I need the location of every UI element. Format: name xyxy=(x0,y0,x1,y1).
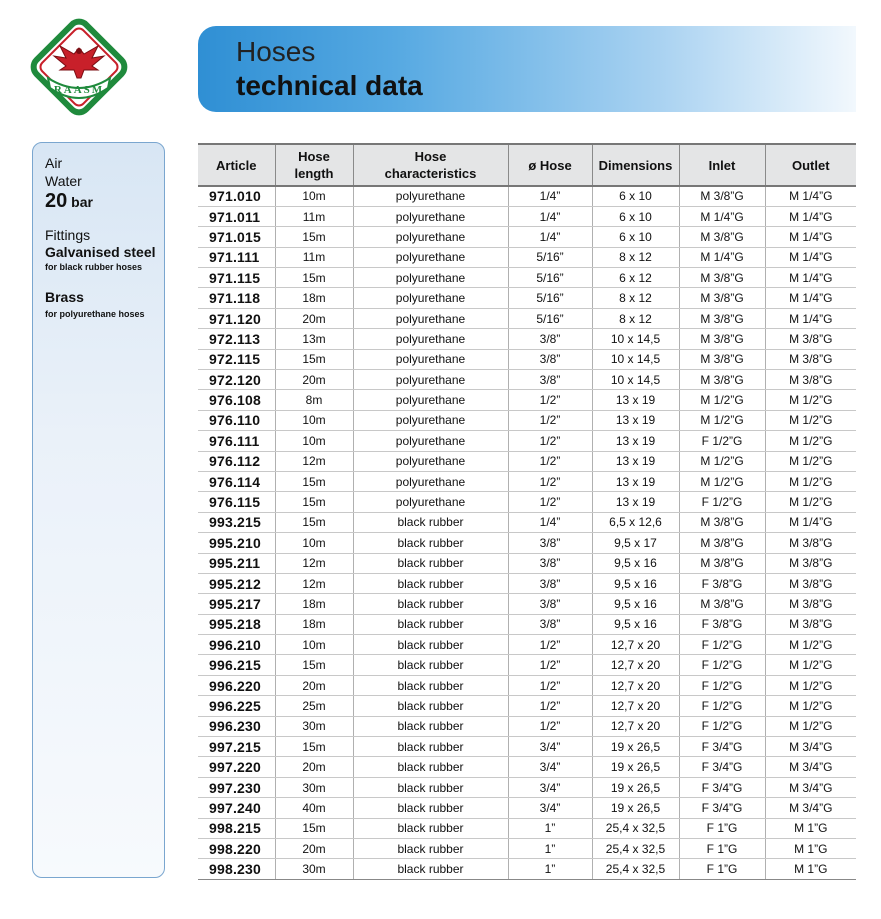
cell-article: 972.120 xyxy=(198,370,275,390)
cell-article: 972.115 xyxy=(198,349,275,369)
cell-hose-diameter: 1/2” xyxy=(508,410,592,430)
cell-inlet: F 1/2”G xyxy=(679,696,765,716)
medium-water: Water xyxy=(45,173,82,189)
cell-outlet: M 1/4”G xyxy=(765,247,856,267)
cell-hose-characteristics: black rubber xyxy=(353,533,508,553)
cell-hose-diameter: 1/4” xyxy=(508,186,592,206)
cell-inlet: M 3/8”G xyxy=(679,594,765,614)
cell-inlet: M 1/2”G xyxy=(679,410,765,430)
cell-article: 996.225 xyxy=(198,696,275,716)
fittings-label: Fittings xyxy=(45,227,91,243)
cell-hose-length: 25m xyxy=(275,696,353,716)
cell-hose-length: 15m xyxy=(275,492,353,512)
column-header-hose-length: Hose length xyxy=(275,144,353,186)
cell-dimensions: 6 x 12 xyxy=(592,268,679,288)
cell-hose-length: 15m xyxy=(275,227,353,247)
cell-hose-diameter: 3/8” xyxy=(508,533,592,553)
table-row xyxy=(198,737,856,757)
cell-hose-diameter: 3/4” xyxy=(508,798,592,818)
table-row xyxy=(198,553,856,573)
cell-dimensions: 13 x 19 xyxy=(592,492,679,512)
cell-hose-length: 18m xyxy=(275,288,353,308)
cell-hose-length: 20m xyxy=(275,757,353,777)
table-row xyxy=(198,757,856,777)
cell-hose-diameter: 3/8” xyxy=(508,370,592,390)
cell-dimensions: 10 x 14,5 xyxy=(592,349,679,369)
column-header-outlet: Outlet xyxy=(765,144,856,186)
cell-outlet: M 1”G xyxy=(765,859,856,879)
cell-hose-characteristics: black rubber xyxy=(353,777,508,797)
table-row xyxy=(198,818,856,838)
cell-inlet: F 1”G xyxy=(679,839,765,859)
table-header-row xyxy=(198,144,856,186)
cell-outlet: M 1/2”G xyxy=(765,675,856,695)
cell-hose-length: 13m xyxy=(275,329,353,349)
cell-dimensions: 8 x 12 xyxy=(592,308,679,328)
cell-hose-length: 15m xyxy=(275,349,353,369)
cell-article: 996.230 xyxy=(198,716,275,736)
cell-hose-length: 12m xyxy=(275,553,353,573)
cell-hose-length: 10m xyxy=(275,186,353,206)
hoses-technical-table xyxy=(198,143,856,880)
table-row xyxy=(198,329,856,349)
cell-article: 997.215 xyxy=(198,737,275,757)
cell-article: 971.010 xyxy=(198,186,275,206)
fitting-brass: Brass xyxy=(45,289,84,305)
cell-hose-length: 18m xyxy=(275,614,353,634)
cell-outlet: M 1/4”G xyxy=(765,206,856,226)
cell-hose-characteristics: polyurethane xyxy=(353,471,508,491)
cell-hose-characteristics: polyurethane xyxy=(353,410,508,430)
cell-hose-characteristics: polyurethane xyxy=(353,431,508,451)
cell-hose-length: 10m xyxy=(275,533,353,553)
medium-air: Air xyxy=(45,155,63,171)
table-body xyxy=(198,186,856,879)
cell-hose-characteristics: polyurethane xyxy=(353,247,508,267)
cell-hose-length: 30m xyxy=(275,716,353,736)
cell-hose-diameter: 1/2” xyxy=(508,451,592,471)
cell-hose-characteristics: black rubber xyxy=(353,737,508,757)
cell-hose-length: 20m xyxy=(275,839,353,859)
cell-outlet: M 1”G xyxy=(765,818,856,838)
cell-outlet: M 1/2”G xyxy=(765,451,856,471)
table-row xyxy=(198,308,856,328)
cell-article: 971.111 xyxy=(198,247,275,267)
cell-outlet: M 1/4”G xyxy=(765,512,856,532)
cell-hose-characteristics: black rubber xyxy=(353,655,508,675)
cell-inlet: F 1/2”G xyxy=(679,675,765,695)
cell-hose-length: 11m xyxy=(275,206,353,226)
table-row xyxy=(198,859,856,879)
cell-hose-diameter: 5/16” xyxy=(508,247,592,267)
table-row xyxy=(198,635,856,655)
page-subtitle: technical data xyxy=(236,70,423,101)
cell-outlet: M 3/8”G xyxy=(765,349,856,369)
cell-article: 976.111 xyxy=(198,431,275,451)
table-row xyxy=(198,675,856,695)
cell-article: 976.108 xyxy=(198,390,275,410)
cell-hose-characteristics: black rubber xyxy=(353,512,508,532)
cell-outlet: M 3/8”G xyxy=(765,533,856,553)
cell-article: 971.115 xyxy=(198,268,275,288)
table-row xyxy=(198,533,856,553)
cell-article: 971.015 xyxy=(198,227,275,247)
cell-hose-diameter: 1/4” xyxy=(508,227,592,247)
cell-article: 998.220 xyxy=(198,839,275,859)
cell-hose-diameter: 1/2” xyxy=(508,655,592,675)
fitting-galvanised-steel: Galvanised steel xyxy=(45,244,156,260)
cell-hose-diameter: 1/2” xyxy=(508,492,592,512)
cell-dimensions: 12,7 x 20 xyxy=(592,696,679,716)
cell-hose-length: 11m xyxy=(275,247,353,267)
cell-dimensions: 10 x 14,5 xyxy=(592,329,679,349)
cell-inlet: F 3/4”G xyxy=(679,798,765,818)
cell-inlet: M 3/8”G xyxy=(679,308,765,328)
cell-outlet: M 3/8”G xyxy=(765,370,856,390)
raasm-logo xyxy=(30,18,128,116)
cell-article: 998.215 xyxy=(198,818,275,838)
fitting-brass-note: for polyurethane hoses xyxy=(45,309,145,319)
cell-inlet: F 1/2”G xyxy=(679,716,765,736)
table-row xyxy=(198,614,856,634)
cell-article: 997.230 xyxy=(198,777,275,797)
cell-article: 995.210 xyxy=(198,533,275,553)
cell-outlet: M 1/2”G xyxy=(765,716,856,736)
cell-hose-diameter: 3/4” xyxy=(508,757,592,777)
cell-dimensions: 13 x 19 xyxy=(592,471,679,491)
cell-outlet: M 3/8”G xyxy=(765,329,856,349)
cell-inlet: M 1/2”G xyxy=(679,471,765,491)
cell-hose-length: 15m xyxy=(275,512,353,532)
cell-inlet: M 3/8”G xyxy=(679,533,765,553)
cell-outlet: M 1/2”G xyxy=(765,431,856,451)
cell-outlet: M 1/2”G xyxy=(765,635,856,655)
cell-outlet: M 3/4”G xyxy=(765,798,856,818)
cell-hose-characteristics: polyurethane xyxy=(353,268,508,288)
cell-hose-diameter: 1” xyxy=(508,839,592,859)
cell-dimensions: 13 x 19 xyxy=(592,451,679,471)
cell-hose-diameter: 3/4” xyxy=(508,777,592,797)
cell-outlet: M 1/4”G xyxy=(765,186,856,206)
cell-article: 976.112 xyxy=(198,451,275,471)
cell-dimensions: 12,7 x 20 xyxy=(592,655,679,675)
cell-inlet: M 3/8”G xyxy=(679,512,765,532)
cell-article: 971.120 xyxy=(198,308,275,328)
cell-inlet: M 3/8”G xyxy=(679,349,765,369)
cell-hose-diameter: 1/2” xyxy=(508,471,592,491)
cell-inlet: F 3/4”G xyxy=(679,757,765,777)
cell-hose-characteristics: polyurethane xyxy=(353,206,508,226)
cell-hose-characteristics: polyurethane xyxy=(353,349,508,369)
cell-hose-diameter: 3/8” xyxy=(508,349,592,369)
pressure-rating xyxy=(45,192,164,211)
cell-inlet: F 1/2”G xyxy=(679,635,765,655)
cell-dimensions: 12,7 x 20 xyxy=(592,716,679,736)
cell-hose-diameter: 1/2” xyxy=(508,696,592,716)
cell-hose-characteristics: black rubber xyxy=(353,675,508,695)
cell-hose-characteristics: polyurethane xyxy=(353,186,508,206)
cell-hose-length: 12m xyxy=(275,451,353,471)
cell-hose-length: 15m xyxy=(275,818,353,838)
cell-dimensions: 12,7 x 20 xyxy=(592,635,679,655)
cell-dimensions: 9,5 x 16 xyxy=(592,553,679,573)
cell-inlet: F 3/4”G xyxy=(679,737,765,757)
cell-hose-characteristics: black rubber xyxy=(353,798,508,818)
table-row xyxy=(198,227,856,247)
table-row xyxy=(198,716,856,736)
cell-hose-diameter: 3/4” xyxy=(508,737,592,757)
cell-outlet: M 3/4”G xyxy=(765,777,856,797)
cell-inlet: M 1/2”G xyxy=(679,451,765,471)
cell-article: 995.211 xyxy=(198,553,275,573)
cell-hose-length: 20m xyxy=(275,370,353,390)
table-row xyxy=(198,349,856,369)
cell-outlet: M 1/4”G xyxy=(765,308,856,328)
table-row xyxy=(198,512,856,532)
cell-hose-length: 10m xyxy=(275,410,353,430)
cell-article: 993.215 xyxy=(198,512,275,532)
cell-inlet: M 3/8”G xyxy=(679,288,765,308)
cell-hose-characteristics: black rubber xyxy=(353,716,508,736)
cell-hose-diameter: 3/8” xyxy=(508,614,592,634)
cell-hose-length: 30m xyxy=(275,777,353,797)
table-row xyxy=(198,594,856,614)
cell-hose-length: 15m xyxy=(275,655,353,675)
cell-hose-length: 15m xyxy=(275,268,353,288)
table-row xyxy=(198,268,856,288)
cell-inlet: M 1/2”G xyxy=(679,390,765,410)
cell-article: 995.217 xyxy=(198,594,275,614)
table-row xyxy=(198,431,856,451)
cell-outlet: M 3/4”G xyxy=(765,737,856,757)
cell-dimensions: 19 x 26,5 xyxy=(592,757,679,777)
page-title: Hoses xyxy=(236,36,316,67)
cell-dimensions: 9,5 x 16 xyxy=(592,594,679,614)
cell-inlet: M 3/8”G xyxy=(679,329,765,349)
cell-dimensions: 13 x 19 xyxy=(592,410,679,430)
cell-article: 971.011 xyxy=(198,206,275,226)
header-banner xyxy=(198,26,856,112)
cell-hose-characteristics: black rubber xyxy=(353,573,508,593)
table-row xyxy=(198,655,856,675)
cell-dimensions: 19 x 26,5 xyxy=(592,798,679,818)
cell-dimensions: 8 x 12 xyxy=(592,288,679,308)
cell-hose-length: 12m xyxy=(275,573,353,593)
raasm-logo-graphic xyxy=(30,18,128,116)
cell-article: 976.115 xyxy=(198,492,275,512)
cell-dimensions: 13 x 19 xyxy=(592,390,679,410)
cell-inlet: F 1”G xyxy=(679,859,765,879)
cell-outlet: M 1/2”G xyxy=(765,390,856,410)
cell-inlet: F 3/4”G xyxy=(679,777,765,797)
cell-dimensions: 25,4 x 32,5 xyxy=(592,859,679,879)
cell-hose-characteristics: polyurethane xyxy=(353,288,508,308)
cell-article: 995.212 xyxy=(198,573,275,593)
cell-hose-diameter: 1/2” xyxy=(508,390,592,410)
table-row xyxy=(198,390,856,410)
cell-hose-diameter: 1/4” xyxy=(508,512,592,532)
cell-article: 976.110 xyxy=(198,410,275,430)
table-row xyxy=(198,798,856,818)
cell-hose-diameter: 1” xyxy=(508,859,592,879)
cell-hose-diameter: 5/16” xyxy=(508,308,592,328)
cell-hose-characteristics: polyurethane xyxy=(353,227,508,247)
cell-hose-characteristics: black rubber xyxy=(353,553,508,573)
cell-hose-length: 15m xyxy=(275,471,353,491)
cell-inlet: M 1/4”G xyxy=(679,206,765,226)
table-row xyxy=(198,410,856,430)
cell-hose-characteristics: black rubber xyxy=(353,757,508,777)
table-row xyxy=(198,186,856,206)
cell-hose-characteristics: polyurethane xyxy=(353,451,508,471)
cell-hose-diameter: 5/16” xyxy=(508,268,592,288)
cell-dimensions: 19 x 26,5 xyxy=(592,737,679,757)
cell-article: 972.113 xyxy=(198,329,275,349)
cell-hose-length: 15m xyxy=(275,737,353,757)
cell-hose-diameter: 1” xyxy=(508,818,592,838)
table-row xyxy=(198,370,856,390)
fitting-galvanised-steel-note: for black rubber hoses xyxy=(45,262,143,272)
table-row xyxy=(198,471,856,491)
table-row xyxy=(198,247,856,267)
cell-outlet: M 1/2”G xyxy=(765,410,856,430)
cell-hose-characteristics: black rubber xyxy=(353,818,508,838)
cell-dimensions: 6 x 10 xyxy=(592,206,679,226)
cell-hose-characteristics: polyurethane xyxy=(353,370,508,390)
cell-inlet: M 3/8”G xyxy=(679,227,765,247)
column-header-hose-characteristics: Hose characteristics xyxy=(353,144,508,186)
cell-inlet: M 3/8”G xyxy=(679,370,765,390)
cell-hose-diameter: 1/2” xyxy=(508,716,592,736)
column-header-article: Article xyxy=(198,144,275,186)
cell-outlet: M 1”G xyxy=(765,839,856,859)
cell-dimensions: 19 x 26,5 xyxy=(592,777,679,797)
cell-hose-diameter: 5/16” xyxy=(508,288,592,308)
cell-hose-length: 30m xyxy=(275,859,353,879)
cell-hose-characteristics: black rubber xyxy=(353,614,508,634)
cell-outlet: M 3/8”G xyxy=(765,553,856,573)
cell-dimensions: 25,4 x 32,5 xyxy=(592,818,679,838)
cell-hose-characteristics: polyurethane xyxy=(353,308,508,328)
cell-inlet: M 3/8”G xyxy=(679,553,765,573)
cell-dimensions: 10 x 14,5 xyxy=(592,370,679,390)
cell-inlet: M 3/8”G xyxy=(679,186,765,206)
cell-outlet: M 3/4”G xyxy=(765,757,856,777)
table-row xyxy=(198,839,856,859)
cell-article: 997.220 xyxy=(198,757,275,777)
cell-inlet: F 1”G xyxy=(679,818,765,838)
cell-inlet: M 1/4”G xyxy=(679,247,765,267)
cell-inlet: F 1/2”G xyxy=(679,655,765,675)
logo-text: RAASM xyxy=(53,84,105,96)
cell-hose-diameter: 3/8” xyxy=(508,573,592,593)
info-sidebar xyxy=(32,142,165,878)
table-row xyxy=(198,696,856,716)
column-header-hose-diameter: ø Hose xyxy=(508,144,592,186)
cell-hose-characteristics: black rubber xyxy=(353,839,508,859)
cell-article: 971.118 xyxy=(198,288,275,308)
cell-hose-diameter: 3/8” xyxy=(508,553,592,573)
cell-hose-characteristics: black rubber xyxy=(353,635,508,655)
cell-article: 996.220 xyxy=(198,675,275,695)
cell-dimensions: 9,5 x 17 xyxy=(592,533,679,553)
column-header-inlet: Inlet xyxy=(679,144,765,186)
cell-hose-characteristics: polyurethane xyxy=(353,329,508,349)
cell-inlet: F 1/2”G xyxy=(679,492,765,512)
cell-inlet: F 1/2”G xyxy=(679,431,765,451)
cell-hose-length: 40m xyxy=(275,798,353,818)
pressure-unit: bar xyxy=(71,194,93,210)
cell-inlet: M 3/8”G xyxy=(679,268,765,288)
column-header-dimensions: Dimensions xyxy=(592,144,679,186)
cell-article: 995.218 xyxy=(198,614,275,634)
pressure-value: 20 xyxy=(45,190,68,212)
cell-hose-length: 10m xyxy=(275,635,353,655)
table-row xyxy=(198,777,856,797)
cell-dimensions: 12,7 x 20 xyxy=(592,675,679,695)
cell-outlet: M 3/8”G xyxy=(765,573,856,593)
cell-hose-length: 8m xyxy=(275,390,353,410)
cell-dimensions: 6 x 10 xyxy=(592,227,679,247)
table-row xyxy=(198,492,856,512)
table-row xyxy=(198,573,856,593)
cell-article: 998.230 xyxy=(198,859,275,879)
cell-dimensions: 9,5 x 16 xyxy=(592,573,679,593)
cell-hose-diameter: 1/2” xyxy=(508,675,592,695)
cell-dimensions: 9,5 x 16 xyxy=(592,614,679,634)
cell-hose-length: 20m xyxy=(275,308,353,328)
cell-inlet: F 3/8”G xyxy=(679,573,765,593)
cell-hose-characteristics: black rubber xyxy=(353,594,508,614)
table-row xyxy=(198,206,856,226)
cell-outlet: M 3/8”G xyxy=(765,594,856,614)
cell-dimensions: 8 x 12 xyxy=(592,247,679,267)
cell-outlet: M 1/2”G xyxy=(765,655,856,675)
cell-outlet: M 1/4”G xyxy=(765,288,856,308)
cell-hose-diameter: 1/2” xyxy=(508,431,592,451)
cell-dimensions: 25,4 x 32,5 xyxy=(592,839,679,859)
cell-hose-characteristics: polyurethane xyxy=(353,492,508,512)
cell-outlet: M 1/4”G xyxy=(765,268,856,288)
table-row xyxy=(198,451,856,471)
cell-dimensions: 13 x 19 xyxy=(592,431,679,451)
cell-dimensions: 6,5 x 12,6 xyxy=(592,512,679,532)
cell-hose-characteristics: black rubber xyxy=(353,696,508,716)
table-row xyxy=(198,288,856,308)
cell-hose-diameter: 1/4” xyxy=(508,206,592,226)
cell-hose-diameter: 3/8” xyxy=(508,594,592,614)
cell-article: 996.215 xyxy=(198,655,275,675)
cell-article: 997.240 xyxy=(198,798,275,818)
cell-article: 996.210 xyxy=(198,635,275,655)
cell-outlet: M 1/2”G xyxy=(765,696,856,716)
cell-outlet: M 1/4”G xyxy=(765,227,856,247)
cell-hose-length: 18m xyxy=(275,594,353,614)
cell-hose-characteristics: black rubber xyxy=(353,859,508,879)
cell-outlet: M 1/2”G xyxy=(765,471,856,491)
cell-article: 976.114 xyxy=(198,471,275,491)
cell-hose-length: 10m xyxy=(275,431,353,451)
cell-hose-characteristics: polyurethane xyxy=(353,390,508,410)
cell-hose-length: 20m xyxy=(275,675,353,695)
cell-inlet: F 3/8”G xyxy=(679,614,765,634)
cell-hose-diameter: 1/2” xyxy=(508,635,592,655)
cell-outlet: M 3/8”G xyxy=(765,614,856,634)
cell-dimensions: 6 x 10 xyxy=(592,186,679,206)
cell-hose-diameter: 3/8” xyxy=(508,329,592,349)
cell-outlet: M 1/2”G xyxy=(765,492,856,512)
